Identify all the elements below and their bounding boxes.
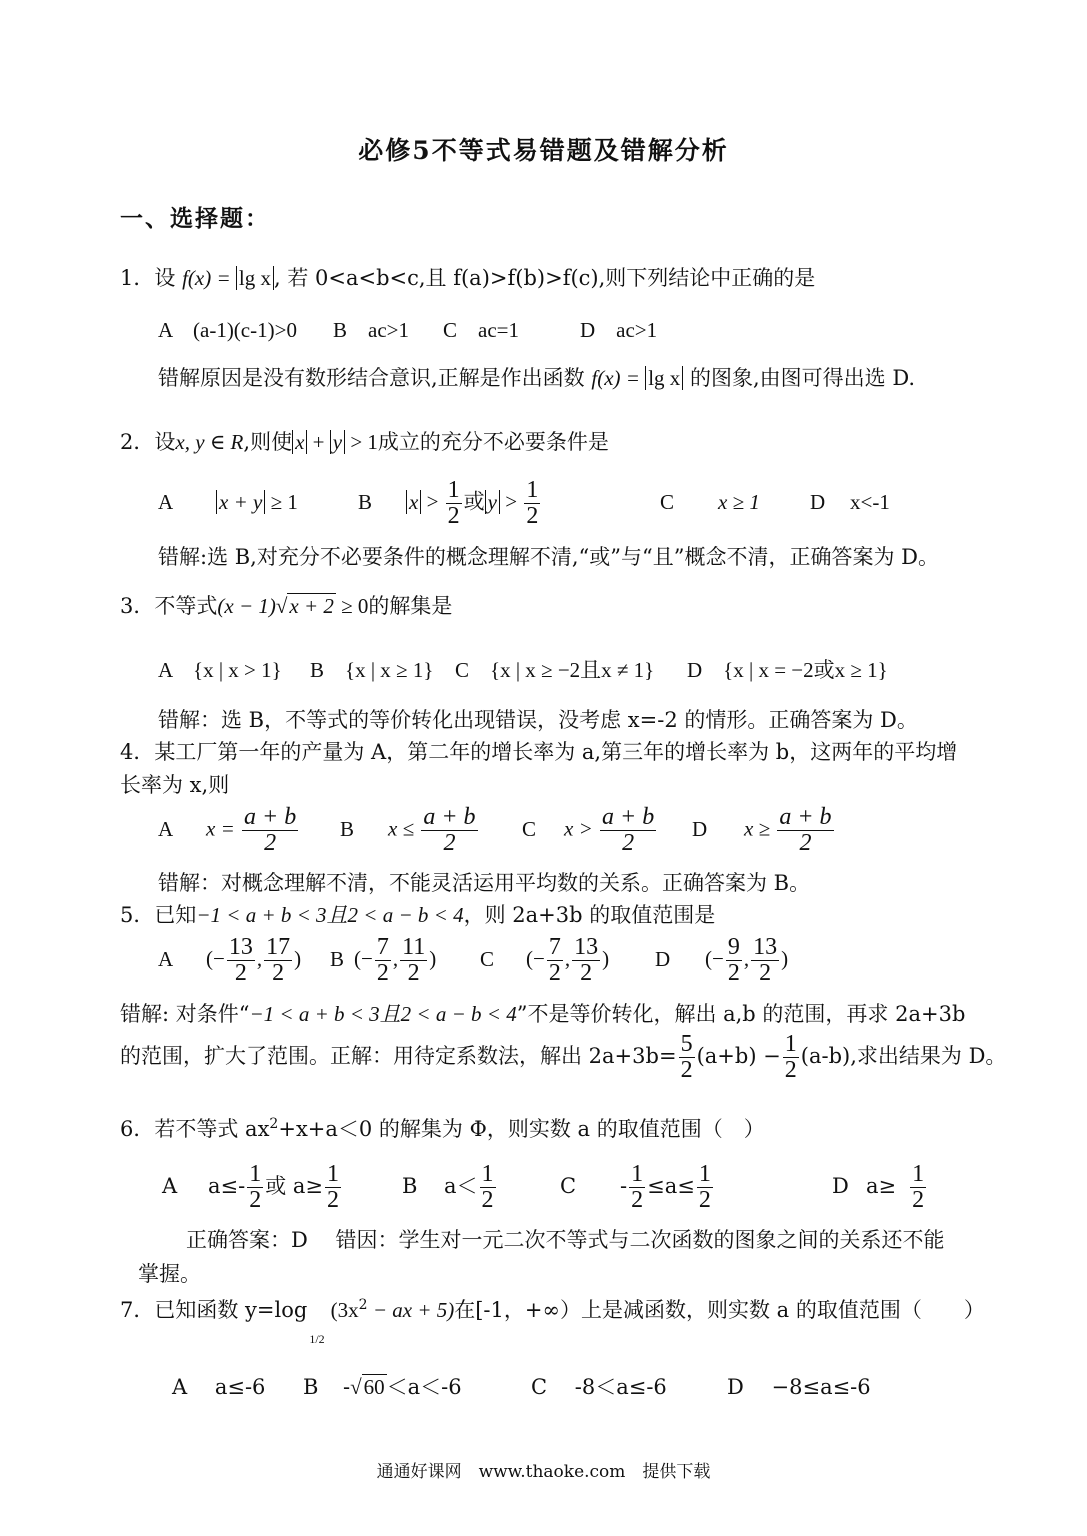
q2-number: 2． [120, 430, 155, 454]
footer-text: 通通好课网 www.thaoke.com 提供下载 [376, 1462, 711, 1482]
question-5-analysis-line-1 [120, 1002, 965, 1027]
q6-option-c-part-2: ≤a≤ [647, 1174, 695, 1199]
question-5-options [158, 935, 788, 986]
q2-option-c: x ≥ 1 [718, 489, 760, 514]
q4-option-c-num: a + b [602, 804, 655, 830]
q5-number: 5． [120, 903, 155, 927]
q1-option-a: A (a-1)(c-1)>0 [158, 318, 297, 342]
q4-option-b-den: 2 [443, 830, 456, 857]
q6-option-a-d1: 2 [249, 1187, 262, 1214]
q3-stem-suffix: 的解集是 [368, 594, 453, 618]
q5-option-c-open: (− [526, 946, 545, 971]
q7-number: 7． [120, 1298, 155, 1322]
q2-option-b-rel: > [421, 489, 444, 514]
q6-option-a-part-1: a≤- [208, 1174, 246, 1199]
q7-option-b-rest: ＜a＜-6 [386, 1375, 462, 1399]
q3-expr-factor: (x − 1) [217, 594, 276, 618]
q2-option-b-num-1: 1 [447, 477, 460, 503]
q5-note-1-condition: −1 < a + b < 3且2 < a − b < 4 [249, 1002, 517, 1026]
q4-option-c-label: C [522, 816, 537, 841]
q5-option-c-d1: 2 [548, 960, 561, 987]
q7-log-base: 1/2 [309, 1332, 325, 1346]
q5-option-b-d2: 2 [407, 960, 420, 987]
q4-option-d-label: D [692, 816, 708, 841]
question-3-stem: 3．不等式(x − 1)√x + 2 ≥ 0的解集是 [120, 594, 453, 618]
q3-option-d: D {x | x = −2或x ≥ 1} [687, 658, 888, 682]
q5-option-c-label: C [480, 946, 495, 971]
q6-option-c-n2: 1 [698, 1161, 711, 1187]
q4-option-b-num: a + b [423, 804, 476, 830]
question-1-analysis [158, 366, 915, 391]
q3-option-c: C {x | x ≥ −2且x ≠ 1} [455, 658, 655, 682]
question-3-options [158, 658, 888, 683]
q5-option-c-fraction-1 [547, 935, 563, 986]
q6-option-d-part: a≥ [866, 1174, 897, 1199]
q2-option-b-fraction-1 [446, 478, 462, 529]
question-2-analysis: 错解:选 B,对充分不必要条件的概念理解不清,“或”与“且”概念不清，正确答案为 D。 [158, 545, 939, 569]
q6-superscript: 2 [269, 1116, 279, 1132]
q1-note-suffix: 的图象,由图可得出选 D. [689, 366, 916, 390]
q3-stem-prefix: 不等式 [154, 594, 218, 618]
q2-option-b-rel-2: > [500, 489, 523, 514]
question-6-analysis-line-1: 正确答案：D 错因：学生对一元二次不等式与二次函数的图象之间的关系还不能 [186, 1228, 945, 1252]
q7-option-a: A a≤-6 [172, 1375, 266, 1399]
q4-option-b-label: B [340, 816, 355, 841]
q6-option-a-fraction-1 [247, 1162, 263, 1213]
q5-note-1-prefix: 错解: 对条件“ [120, 1002, 250, 1026]
q6-stem-prefix: 若不等式 ax [154, 1117, 270, 1141]
q1-stem-suffix: , 若 0<a<b<c,且 f(a)>f(b)>f(c),则下列结论中正确的是 [273, 266, 816, 290]
q1-option-d: D ac>1 [580, 318, 658, 342]
q5-option-a-comma: , [256, 946, 263, 971]
q2-option-d: x<-1 [850, 489, 890, 514]
q1-number: 1． [120, 266, 155, 290]
q2-stem-prefix: 设 [154, 430, 176, 454]
q5-option-c-close: ) [602, 946, 610, 971]
q2-vars: x, y ∈ R [175, 430, 244, 454]
q7-superscript: 2 [358, 1297, 368, 1313]
q3-option-a: A {x | x > 1} [158, 658, 282, 682]
q1-note-function: f(x) = [591, 366, 646, 390]
q3-number: 3． [120, 594, 155, 618]
q5-option-c-comma: , [564, 946, 571, 971]
q6-option-a-label: A [162, 1174, 178, 1199]
q5-option-c-n1: 7 [548, 934, 561, 960]
q7-option-b-minus: - [343, 1375, 351, 1399]
q1-function: f(x) = [182, 266, 236, 290]
q4-number: 4． [120, 740, 155, 764]
q5-stem-prefix: 已知 [154, 903, 197, 927]
question-6-analysis-line-2: 掌握。 [138, 1262, 201, 1286]
q7-option-b-label: B [303, 1375, 319, 1399]
q6-option-d-n: 1 [912, 1161, 925, 1187]
q6-option-c-fraction-2 [697, 1162, 713, 1213]
page-title: 必修5不等式易错题及错解分析 [358, 136, 729, 165]
q5-option-b-close: ) [429, 946, 437, 971]
q6-option-b-part: a＜ [444, 1174, 478, 1199]
q5-condition: −1 < a + b < 3且2 < a − b < 4 [196, 903, 464, 927]
q5-option-a-fraction-2 [264, 935, 292, 986]
q5-option-a-n1: 13 [228, 934, 253, 960]
q5-note-2-prefix: 的范围，扩大了范围。正解：用待定系数法，解出 2a+3b= [120, 1044, 677, 1069]
q4-option-c-fraction [600, 805, 656, 856]
q2-option-b-abs-y: y [485, 490, 500, 514]
q6-option-d-d: 2 [912, 1187, 925, 1214]
q5-option-d-fraction-1 [726, 935, 742, 986]
question-4-stem-line-1 [120, 740, 957, 765]
question-1-stem [120, 266, 815, 291]
q5-option-a-d2: 2 [272, 960, 285, 987]
q2-option-b-abs-x: x [406, 490, 421, 514]
q2-option-b-fraction-2 [524, 478, 540, 529]
q5-option-b-fraction-2 [400, 935, 427, 986]
q5-note-2-n2: 1 [784, 1031, 797, 1057]
q6-option-b-n: 1 [481, 1161, 494, 1187]
q5-note-2-d1: 2 [680, 1057, 693, 1084]
q6-option-c-d2: 2 [698, 1187, 711, 1214]
q6-option-c-d1: 2 [631, 1187, 644, 1214]
q5-option-b-fraction-1 [375, 935, 391, 986]
q2-option-a-abs: x + y [216, 490, 265, 514]
q7-stem-suffix: 在[-1，+∞）上是减函数，则实数 a 的取值范围（ ） [454, 1298, 985, 1322]
q2-option-a-rel: ≥ 1 [265, 489, 298, 514]
question-2-options [158, 478, 890, 529]
q7-stem-prefix: 已知函数 y=log [154, 1298, 308, 1322]
q5-option-d-d1: 2 [727, 960, 740, 987]
q5-option-c-d2: 2 [580, 960, 593, 987]
q5-option-a-open: (− [206, 946, 225, 971]
q6-option-c-label: C [560, 1174, 577, 1199]
q1-option-c: C ac=1 [443, 318, 519, 342]
q6-option-b-fraction [480, 1162, 496, 1213]
question-5-stem [120, 903, 715, 928]
q6-stem-suffix: +x+a＜0 的解集为 Φ，则实数 a 的取值范围（ ） [278, 1117, 765, 1141]
question-7-options: A a≤-6 B -√60＜a＜-6 C -8＜a≤-6 D −8≤a≤-6 [172, 1375, 871, 1399]
q4-option-b-lhs: x ≤ [388, 816, 420, 841]
q5-option-a-n2: 17 [266, 934, 291, 960]
q4-option-a-num: a + b [244, 804, 297, 830]
q5-option-a-fraction-1 [227, 935, 255, 986]
q6-option-a-n1: 1 [249, 1161, 262, 1187]
q2-option-b-label: B [358, 489, 373, 514]
q5-note-2-mid: (a+b) − [696, 1044, 781, 1069]
q4-option-c-lhs: x > [564, 816, 598, 841]
q2-option-a-label: A [158, 489, 174, 514]
q7-option-d: D −8≤a≤-6 [727, 1375, 871, 1399]
q5-option-a-d1: 2 [234, 960, 247, 987]
q6-option-d-label: D [832, 1174, 849, 1199]
question-1-options [158, 318, 657, 343]
question-5-analysis-line-2 [120, 1032, 1006, 1083]
q6-option-b-d: 2 [481, 1187, 494, 1214]
q2-stem-suffix: 成立的充分不必要条件是 [377, 430, 609, 454]
q2-option-b-den-2: 2 [526, 503, 539, 530]
q5-option-d-close: ) [781, 946, 789, 971]
q2-option-b-num-2: 1 [526, 477, 539, 503]
q6-option-a-d2: 2 [327, 1187, 340, 1214]
q1-stem-prefix: 设 [154, 266, 176, 290]
q2-option-b-or: 或 [463, 489, 485, 514]
q2-option-d-label: D [810, 489, 826, 514]
q5-option-c-n2: 13 [574, 934, 599, 960]
q6-option-d-fraction [910, 1162, 926, 1213]
question-4-stem-line-2: 长率为 x,则 [120, 773, 230, 797]
q1-note-prefix: 错解原因是没有数形结合意识,正解是作出函数 [158, 366, 585, 390]
q6-option-a-fraction-2 [325, 1162, 341, 1213]
q5-note-2-d2: 2 [784, 1057, 797, 1084]
q5-option-d-fraction-2 [751, 935, 779, 986]
q5-option-d-d2: 2 [759, 960, 772, 987]
q2-gt-one: > 1 [345, 430, 378, 454]
q4-option-b-fraction [421, 805, 477, 856]
q5-option-b-label: B [330, 946, 345, 971]
q3-option-b: B {x | x ≥ 1} [310, 658, 434, 682]
q7-expr-part-2: − ax + 5) [367, 1298, 455, 1322]
q4-option-d-num: a + b [779, 804, 832, 830]
question-3-analysis: 错解：选 B，不等式的等价转化出现错误，没考虑 x=-2 的情形。正确答案为 D。 [158, 708, 918, 732]
q1-abs-expression: lg x [236, 266, 274, 290]
q2-option-c-label: C [660, 489, 675, 514]
q5-note-1-suffix: ”不是等价转化，解出 a,b 的范围，再求 2a+3b [516, 1002, 966, 1026]
question-6-options [162, 1162, 928, 1213]
q5-note-2-fraction-1 [679, 1032, 695, 1083]
q5-option-b-n2: 11 [402, 934, 426, 960]
q5-option-a-close: ) [294, 946, 302, 971]
q5-option-b-n1: 7 [376, 934, 389, 960]
section-heading: 一、选择题： [120, 205, 270, 232]
q1-option-b: B ac>1 [333, 318, 409, 342]
q5-option-d-label: D [655, 946, 671, 971]
q5-option-d-open: (− [705, 946, 724, 971]
q5-option-d-comma: , [743, 946, 750, 971]
q7-expr-part-1: (3x [330, 1298, 359, 1322]
question-2-stem [120, 430, 609, 455]
q4-option-d-lhs: x ≥ [744, 816, 776, 841]
q4-option-a-lhs: x = [206, 816, 240, 841]
q5-option-c-fraction-2 [572, 935, 600, 986]
q4-option-c-den: 2 [622, 830, 635, 857]
q4-option-a-label: A [158, 816, 174, 841]
question-4-options [158, 805, 836, 856]
q2-plus: + [307, 430, 330, 454]
q2-abs-y: y [330, 430, 345, 454]
q2-option-b-den-1: 2 [447, 503, 460, 530]
q2-stem-mid: ,则使 [243, 430, 293, 454]
q7-option-b-sqrt: 60 [363, 1375, 385, 1399]
question-7-stem [120, 1297, 985, 1346]
q2-abs-x: x [292, 430, 307, 454]
q5-option-b-open: (− [354, 946, 373, 971]
q5-option-b-d1: 2 [376, 960, 389, 987]
question-6-stem [120, 1116, 765, 1142]
q6-option-b-label: B [402, 1174, 418, 1199]
q4-option-a-fraction [242, 805, 298, 856]
q5-stem-suffix: ，则 2a+3b 的取值范围是 [463, 903, 716, 927]
q5-note-2-suffix: (a-b),求出结果为 D。 [800, 1044, 1007, 1069]
q5-option-a-label: A [158, 946, 174, 971]
q5-option-d-n2: 13 [753, 934, 778, 960]
q7-option-c: C -8＜a≤-6 [531, 1375, 667, 1399]
q6-option-c-n1: 1 [631, 1161, 644, 1187]
question-4-analysis: 错解：对概念理解不清，不能灵活运用平均数的关系。正确答案为 B。 [158, 871, 811, 895]
q3-sqrt-radicand: x + 2 [289, 594, 334, 618]
q3-expr-rel: ≥ 0 [335, 594, 369, 618]
q1-note-abs: lg x [645, 366, 683, 390]
q6-option-c-fraction-1 [629, 1162, 645, 1213]
q4-option-a-den: 2 [264, 830, 277, 857]
q6-option-a-part-2: 或 a≥ [265, 1174, 324, 1199]
q4-option-d-den: 2 [799, 830, 812, 857]
q6-number: 6． [120, 1117, 155, 1141]
q5-option-b-comma: , [392, 946, 399, 971]
q5-note-2-fraction-2 [783, 1032, 799, 1083]
q6-option-a-n2: 1 [327, 1161, 340, 1187]
q6-option-c-part-1: - [620, 1174, 628, 1199]
q4-stem-text-1: 某工厂第一年的产量为 A，第二年的增长率为 a,第三年的增长率为 b，这两年的平均增 [154, 740, 958, 764]
q5-option-d-n1: 9 [727, 934, 740, 960]
q4-option-d-fraction [777, 805, 833, 856]
q5-note-2-n1: 5 [680, 1031, 693, 1057]
